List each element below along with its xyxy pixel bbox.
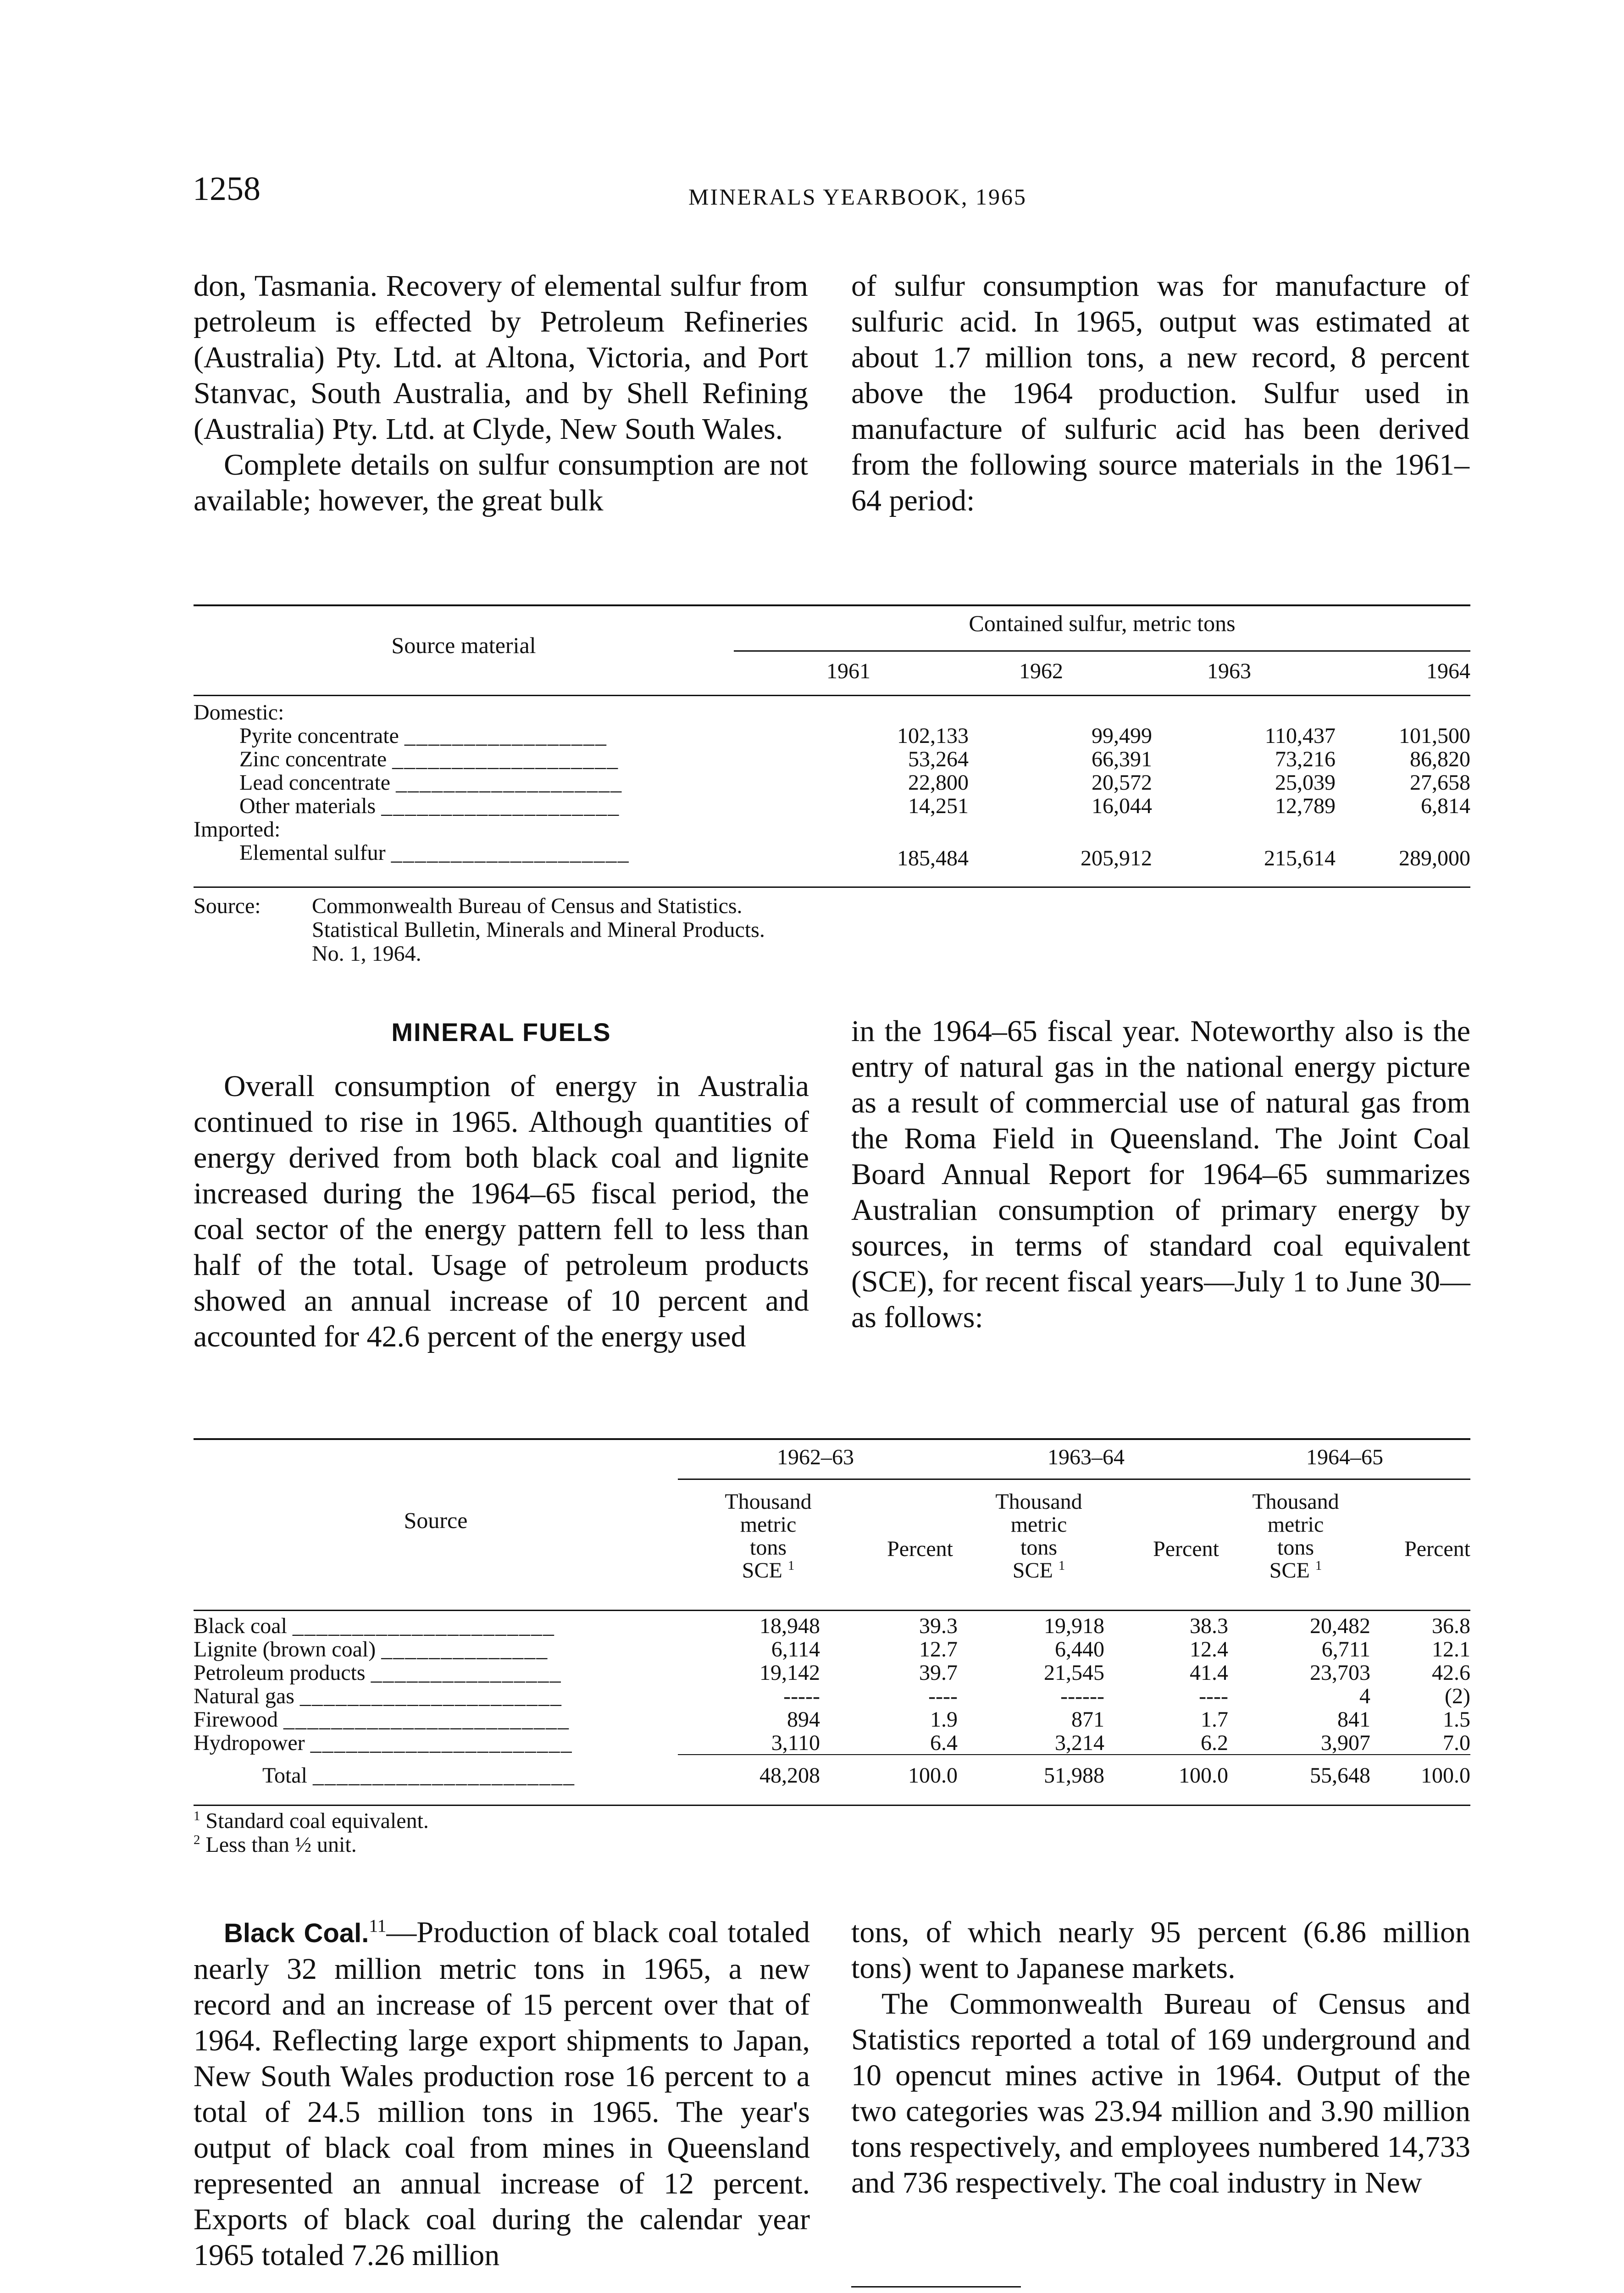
sulfur-group-header: Contained sulfur, metric tons xyxy=(969,610,1236,636)
sulfur-source-line: No. 1, 1964. xyxy=(312,942,421,966)
energy-period-1963-64: 1963–64 xyxy=(1048,1445,1125,1469)
energy-total-cell: 100.0 xyxy=(908,1763,958,1788)
fuels-right-paragraph: in the 1964–65 fiscal year. Noteworthy also is the entry of natural gas in the national energy picture as a result of commercial use of natural gas from the Roma Field in Queensland. The Joint Coal Board Annual Report for 1964–65 summarizes Australian consumption of primary energy by sources, in terms of standard coal equivalent (SCE), for recent fiscal years—July 1 to June 30—as follows: xyxy=(851,1014,1470,1334)
energy-table-header-rule xyxy=(194,1610,1470,1611)
energy-cell: ------ xyxy=(1060,1684,1104,1708)
energy-period-1964-65: 1964–65 xyxy=(1306,1445,1383,1469)
table-row: Pyrite concentrate _________________ 102,133 99,499 110,437 101,500 xyxy=(239,724,1470,748)
energy-cell: 23,703 xyxy=(1310,1661,1370,1685)
energy-cell: 894 xyxy=(787,1707,820,1732)
black-coal-run-in: Black Coal. xyxy=(224,1918,369,1948)
sulfur-cell: 16,044 xyxy=(1092,794,1152,818)
energy-row-label: Firewood xyxy=(194,1707,278,1732)
sulfur-table-bottom-rule xyxy=(194,886,1470,888)
energy-cell: 6.4 xyxy=(930,1731,958,1755)
energy-tons-header-1964-65: Thousand metric tons SCE $^1$ xyxy=(1252,1490,1339,1583)
sulfur-row-label: Other materials xyxy=(239,794,376,818)
energy-cell: 39.7 xyxy=(919,1661,958,1685)
black-coal-right-paragraph-1: tons, of which nearly 95 percent (6.86 million tons) went to Japanese markets. xyxy=(851,1916,1470,1985)
sulfur-cell: 185,484 xyxy=(897,846,969,870)
sulfur-cell: 20,572 xyxy=(1092,770,1152,795)
energy-table-top-rule xyxy=(194,1438,1470,1440)
energy-cell: 42.6 xyxy=(1432,1661,1470,1685)
running-header: MINERALS YEARBOOK, 1965 xyxy=(688,184,1027,210)
energy-cell: 7.0 xyxy=(1443,1731,1470,1755)
sulfur-year-1964: 1964 xyxy=(1426,659,1470,683)
energy-cell: 841 xyxy=(1337,1707,1370,1732)
energy-table xyxy=(194,1614,1470,1787)
energy-percent-header-1964-65: Percent xyxy=(1404,1537,1470,1561)
black-coal-right-paragraph-2: The Commonwealth Bureau of Census and Statistics reported a total of 169 underground and 10 opencut mines active in 1964. Output of the two categories was 23.94 million and 3.90 million tons respectively, and employees numbered 14,733 and 736 respectively. The coal industry in New xyxy=(851,1987,1470,2199)
sulfur-cell: 101,500 xyxy=(1399,724,1470,748)
energy-total-cell: 100.0 xyxy=(1179,1763,1228,1788)
sulfur-cell: 25,039 xyxy=(1275,770,1336,795)
table-row: Elemental sulfur ____________________ 185,484 205,912 215,614 289,000 xyxy=(239,841,1470,870)
sulfur-imported-group xyxy=(194,818,1470,841)
table-row: Zinc concentrate ___________________ 53,264 66,391 73,216 86,820 xyxy=(239,747,1470,771)
energy-cell: 19,918 xyxy=(1044,1614,1104,1638)
sulfur-source-line: Commonwealth Bureau of Census and Statistics. xyxy=(312,894,743,918)
sulfur-cell: 27,658 xyxy=(1410,770,1470,795)
energy-table-period-rule xyxy=(678,1479,1470,1480)
energy-period-1962-63: 1962–63 xyxy=(777,1445,854,1469)
energy-cell: ----- xyxy=(783,1684,820,1708)
energy-cell: 19,142 xyxy=(759,1661,820,1685)
table-row: Other materials ____________________ 14,251 16,044 12,789 6,814 xyxy=(239,794,1470,818)
energy-tons-header-1962-63: Thousand metric tons SCE $^1$ xyxy=(725,1490,812,1583)
black-coal-left-paragraph: Black Coal.$^{11}$—Production of black coal totaled nearly 32 million metric tons in 1965, a new record and an increase of 15 percent over that of 1964. Reflecting large export shipments to Japan, New South Wales production rose 16 percent to a total of 24.5 million tons in 1965. The year's output of black coal from mines in Queensland represented an annual increase of 12 percent. Exports of black coal during the calendar year 1965 totaled 7.26 million xyxy=(194,1916,810,2272)
energy-note: $^1$ Standard coal equivalent. xyxy=(194,1809,429,1833)
black-coal-right-column xyxy=(851,1915,1470,2201)
energy-cell: 6,711 xyxy=(1321,1637,1370,1662)
energy-note: $^2$ Less than ½ unit. xyxy=(194,1833,357,1857)
energy-table-notes xyxy=(194,1809,429,1857)
sulfur-cell: 66,391 xyxy=(1092,747,1152,771)
table-row: Lead concentrate ___________________ 22,800 20,572 25,039 27,658 xyxy=(239,770,1470,795)
page-number: 1258 xyxy=(193,170,261,208)
sulfur-table-header-rule xyxy=(194,695,1470,696)
sulfur-table-top-rule xyxy=(194,604,1470,606)
energy-row-label: Petroleum products xyxy=(194,1661,366,1685)
sulfur-table-group-rule xyxy=(734,650,1470,652)
energy-cell: 6,440 xyxy=(1055,1637,1104,1662)
energy-total-row: Total ______________________ 48,208 100.0 51,988 100.0 55,648 100.0 xyxy=(194,1755,1470,1787)
energy-cell: 20,482 xyxy=(1310,1614,1370,1638)
table-row: Hydropower ______________________ 3,110 6.4 3,214 6.2 3,907 7.0 xyxy=(194,1731,1470,1755)
sulfur-cell: 53,264 xyxy=(908,747,969,771)
energy-cell: 4 xyxy=(1359,1684,1370,1708)
sulfur-source-header: Source material xyxy=(391,632,536,658)
sulfur-year-1962: 1962 xyxy=(1019,659,1063,683)
section-heading-mineral-fuels: MINERAL FUELS xyxy=(391,1018,611,1047)
black-coal-left-column xyxy=(194,1915,810,2273)
energy-percent-header-1963-64: Percent xyxy=(1153,1537,1219,1561)
energy-row-label: Hydropower xyxy=(194,1731,305,1755)
energy-cell: 1.9 xyxy=(930,1707,958,1732)
footnote-ref: 11 xyxy=(369,1916,387,1936)
footnote-rule xyxy=(851,2286,1021,2287)
intro-left-paragraph-2: Complete details on sulfur consumption are not available; however, the great bulk xyxy=(194,448,808,517)
energy-cell: 3,214 xyxy=(1055,1731,1104,1755)
energy-percent-header-1962-63: Percent xyxy=(887,1537,953,1561)
energy-cell: 6.2 xyxy=(1201,1731,1228,1755)
sulfur-cell: 6,814 xyxy=(1421,794,1470,818)
sulfur-row-label: Pyrite concentrate xyxy=(239,724,399,748)
energy-cell: 41.4 xyxy=(1190,1661,1228,1685)
sulfur-imported-label: Imported: xyxy=(194,817,281,842)
energy-cell: 36.8 xyxy=(1432,1614,1470,1638)
table-row: Lignite (brown coal) ______________ 6,114 12.7 6,440 12.4 6,711 12.1 xyxy=(194,1637,1470,1662)
sulfur-cell: 14,251 xyxy=(908,794,969,818)
sulfur-row-label: Zinc concentrate xyxy=(239,747,387,771)
sulfur-year-1961: 1961 xyxy=(826,659,870,683)
energy-cell: ---- xyxy=(1199,1684,1228,1708)
energy-cell: 21,545 xyxy=(1044,1661,1104,1685)
energy-total-cell: 51,988 xyxy=(1044,1763,1104,1788)
energy-total-label: Total xyxy=(262,1763,307,1788)
energy-cell: 12.1 xyxy=(1432,1637,1470,1662)
energy-cell: 12.4 xyxy=(1190,1637,1228,1662)
energy-cell: ---- xyxy=(928,1684,958,1708)
table-row: Black coal ______________________ 18,948 39.3 19,918 38.3 20,482 36.8 xyxy=(194,1614,1470,1638)
fuels-right-column xyxy=(851,1014,1470,1335)
sulfur-source-label: Source: xyxy=(194,894,261,918)
table-row: Natural gas ______________________ ----- ---- ------ ---- 4 (2) xyxy=(194,1684,1470,1708)
sulfur-domestic-group xyxy=(194,701,1470,724)
intro-left-column xyxy=(194,268,808,519)
intro-right-paragraph-1: of sulfur consumption was for manufacture of sulfuric acid. In 1965, output was estimated at about 1.7 million tons, a new record, 8 percent above the 1964 production. Sulfur used in manufacture of sulfuric acid has been derived from the following source materials in the 1961–64 period: xyxy=(851,269,1469,517)
energy-cell: 12.7 xyxy=(919,1637,958,1662)
energy-row-label: Natural gas xyxy=(194,1684,294,1708)
sulfur-cell: 86,820 xyxy=(1410,747,1470,771)
sulfur-cell: 73,216 xyxy=(1275,747,1336,771)
energy-tons-header-1963-64: Thousand metric tons SCE $^1$ xyxy=(995,1490,1082,1583)
table-row: Petroleum products ________________ 19,142 39.7 21,545 41.4 23,703 42.6 xyxy=(194,1661,1470,1685)
sulfur-source-note xyxy=(312,894,765,966)
energy-cell: 18,948 xyxy=(759,1614,820,1638)
sulfur-cell: 102,133 xyxy=(897,724,969,748)
energy-cell: 3,907 xyxy=(1321,1731,1370,1755)
table-row: Firewood ________________________ 894 1.9 871 1.7 841 1.5 xyxy=(194,1707,1470,1732)
intro-left-paragraph-1: don, Tasmania. Recovery of elemental sulfur from petroleum is effected by Petroleum Refineries (Australia) Pty. Ltd. at Altona, Victoria, and Port Stanvac, South Australia, and by Shell Refining (Australia) Pty. Ltd. at Clyde, New South Wales. xyxy=(194,269,808,446)
sulfur-cell: 110,437 xyxy=(1264,724,1336,748)
fuels-left-column xyxy=(194,1069,809,1355)
intro-right-column xyxy=(851,268,1469,519)
energy-cell: 6,114 xyxy=(771,1637,820,1662)
sulfur-cell: 215,614 xyxy=(1264,846,1336,870)
energy-row-label: Lignite (brown coal) xyxy=(194,1637,376,1662)
energy-cell: 39.3 xyxy=(919,1614,958,1638)
sulfur-year-1963: 1963 xyxy=(1207,659,1251,683)
sulfur-row-label: Lead concentrate xyxy=(239,770,391,795)
sulfur-cell: 289,000 xyxy=(1399,846,1470,870)
energy-cell: 3,110 xyxy=(771,1731,820,1755)
energy-source-header: Source xyxy=(404,1507,468,1533)
sulfur-cell: 205,912 xyxy=(1081,846,1152,870)
sulfur-table xyxy=(194,701,1470,870)
energy-total-cell: 55,648 xyxy=(1310,1763,1370,1788)
energy-row-label: Black coal xyxy=(194,1614,287,1638)
energy-table-bottom-rule xyxy=(194,1805,1470,1806)
energy-cell: 1.5 xyxy=(1443,1707,1470,1732)
sulfur-domestic-label: Domestic: xyxy=(194,700,284,725)
sulfur-row-label: Elemental sulfur xyxy=(239,841,386,865)
sulfur-cell: 12,789 xyxy=(1275,794,1336,818)
energy-cell: 1.7 xyxy=(1201,1707,1228,1732)
energy-total-cell: 48,208 xyxy=(759,1763,820,1788)
sulfur-source-line: Statistical Bulletin, Minerals and Mineral Products. xyxy=(312,918,765,942)
energy-cell: 871 xyxy=(1071,1707,1104,1732)
energy-cell: 38.3 xyxy=(1190,1614,1228,1638)
sulfur-cell: 22,800 xyxy=(908,770,969,795)
energy-cell: (2) xyxy=(1445,1684,1470,1708)
energy-total-cell: 100.0 xyxy=(1421,1763,1470,1788)
fuels-left-paragraph: Overall consumption of energy in Australia continued to rise in 1965. Although quantities of energy derived from both black coal and lignite increased during the 1964–65 fiscal period, the coal sector of the energy pattern fell to less than half of the total. Usage of petroleum products showed an annual increase of 10 percent and accounted for 42.6 percent of the energy used xyxy=(194,1069,809,1353)
sulfur-cell: 99,499 xyxy=(1092,724,1152,748)
